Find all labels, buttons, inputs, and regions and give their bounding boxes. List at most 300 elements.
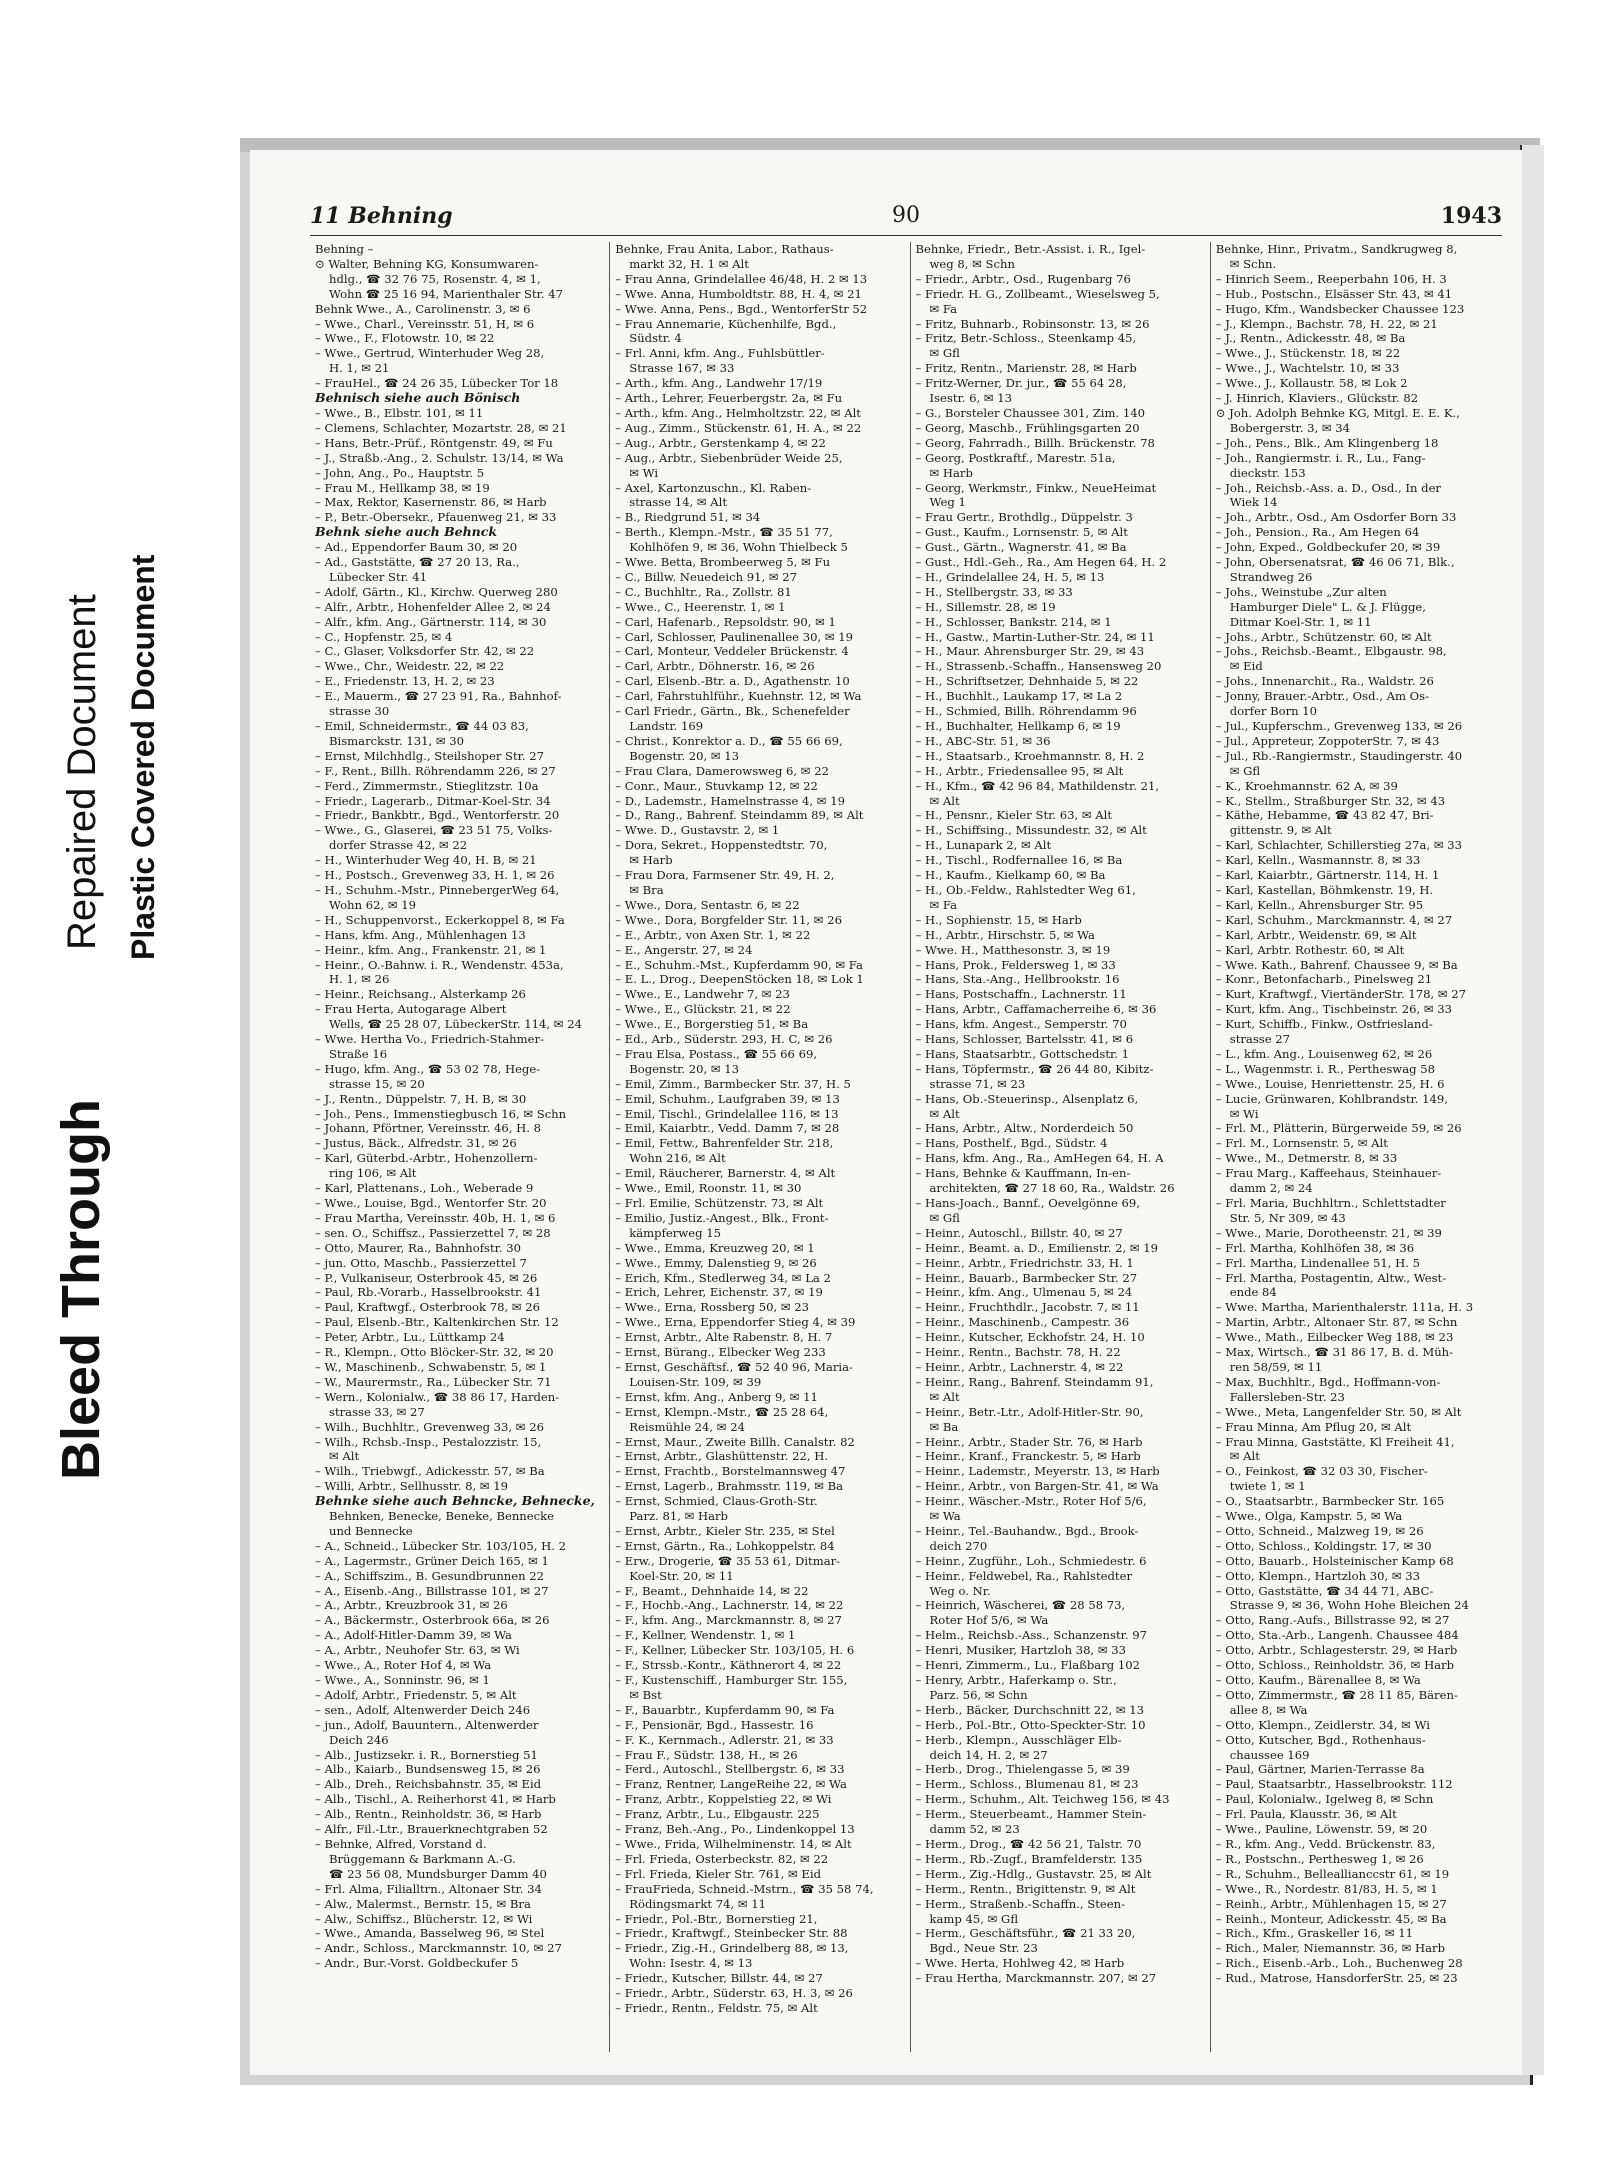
directory-entry-line: – John, Ang., Po., Hauptstr. 5 (315, 465, 485, 480)
directory-entry-line: Strasse 9, ✉ 36, Wohn Hohe Bleichen 24 (1229, 1598, 1469, 1613)
directory-entry-line: – Heinr., Zugführ., Loh., Schmiedestr. 6 (915, 1553, 1147, 1568)
directory-entry-line: – Frau Minna, Am Pflug 20, ✉ Alt (1215, 1419, 1412, 1434)
directory-entry-line: – Hinrich Seem., Reeperbahn 106, H. 3 (1215, 271, 1447, 286)
directory-entry-line: – Alb., Tischl., A. Reiherhorst 41, ✉ Harb (315, 1792, 556, 1807)
directory-entry-line: – Johs., Weinstube „Zur alten (1215, 584, 1387, 599)
directory-entry-line: – Hans, Betr.-Prüf., Röntgenstr. 49, ✉ Fu (315, 435, 553, 450)
directory-entry-line: – Friedr., Zig.-H., Grindelberg 88, ✉ 13, (615, 1941, 849, 1956)
directory-entry-line: – Jul., Appreteur, ZoppoterStr. 7, ✉ 43 (1215, 733, 1440, 748)
directory-entry-line: ✉ Alt (329, 1449, 360, 1464)
directory-entry-line: – Adolf, Gärtn., Kl., Kirchw. Querweg 280 (315, 584, 558, 599)
directory-entry-line: – Ernst, Arbtr., Kieler Str. 235, ✉ Stel (615, 1523, 835, 1538)
directory-entry-line: – Adolf, Arbtr., Friedenstr. 5, ✉ Alt (315, 1687, 517, 1702)
directory-entry-line: – Käthe, Hebamme, ☎ 43 82 47, Bri- (1215, 808, 1434, 823)
directory-entry-line: – F., Hochb.-Ang., Lachnerstr. 14, ✉ 22 (615, 1598, 844, 1613)
directory-entry-line: – A., Arbtr., Kreuzbrook 31, ✉ 26 (315, 1598, 508, 1613)
directory-entry-line: weg 8, ✉ Schn (929, 256, 1015, 271)
directory-entry-line: – Carl, Monteur, Veddeler Brückenstr. 4 (615, 644, 849, 659)
directory-entry-line: – Franz, Rentner, LangeReihe 22, ✉ Wa (615, 1777, 847, 1792)
directory-entry-line: – Friedr., Arbtr., Süderstr. 63, H. 3, ✉ 26 (615, 1986, 853, 2001)
directory-entry-line: – F. K., Kernmach., Adlerstr. 21, ✉ 33 (615, 1732, 834, 1747)
directory-entry-line: – Erich, Lehrer, Eichenstr. 37, ✉ 19 (615, 1285, 823, 1300)
directory-entry-line: – W., Maschinenb., Schwabenstr. 5, ✉ 1 (315, 1359, 547, 1374)
directory-entry-line: Weg o. Nr. (929, 1583, 991, 1598)
bleed-through-label: Bleed Through (51, 1099, 111, 1480)
directory-entry-line: – Wwe. D., Gustavstr. 2, ✉ 1 (615, 823, 780, 838)
directory-entry-line: – Ernst, Arbtr., Glashüttenstr. 22, H. (615, 1449, 829, 1464)
directory-entry-line: – Heinr., Arbtr., Lachnerstr. 4, ✉ 22 (915, 1359, 1124, 1374)
directory-entry-line: ✉ Alt (929, 1389, 960, 1404)
directory-entry-line: – D., Rang., Bahrenf. Steindamm 89, ✉ Alt (615, 808, 864, 823)
directory-entry-line: Bobergerstr. 3, ✉ 34 (1229, 420, 1351, 435)
directory-entry-line: – Wwe., Amanda, Basselweg 96, ✉ Stel (315, 1926, 545, 1941)
directory-entry-line: – Jul., Kupferschm., Grevenweg 133, ✉ 26 (1215, 719, 1463, 733)
directory-entry-line: – F., Bauarbtr., Kupferdamm 90, ✉ Fa (615, 1702, 835, 1717)
directory-entry-line: – Friedr. H. G., Zollbeamt., Wieselsweg 5, (915, 286, 1160, 301)
directory-entry-line: – Ernst, Lagerb., Brahmsstr. 119, ✉ Ba (615, 1479, 844, 1494)
directory-entry-line: – Otto, Sta.-Arb., Langenh. Chaussee 484 (1215, 1628, 1459, 1643)
directory-entry-line: – Helm., Reichsb.-Ass., Schanzenstr. 97 (915, 1628, 1147, 1643)
directory-entry-line: – Hans, kfm. Ang., Ra., AmHegen 64, H. A (915, 1151, 1164, 1166)
directory-entry-line: – H., Buchhlt., Laukamp 17, ✉ La 2 (915, 689, 1123, 704)
directory-entry-line: – Frl. Maria, Buchhltrn., Schlettstadter (1215, 1196, 1446, 1210)
directory-entry-line: – Heinr., Feldwebel, Ra., Rahlstedter (915, 1568, 1132, 1583)
directory-entry-line: Behnke, Friedr., Betr.-Assist. i. R., Igel- (915, 242, 1146, 256)
directory-entry-line: – Frau Elsa, Postass., ☎ 55 66 69, (615, 1046, 818, 1061)
directory-entry-line: – Arth., kfm. Ang., Landwehr 17/19 (615, 376, 823, 391)
directory-entry-line: ✉ Alt (1229, 1449, 1260, 1464)
directory-entry-line: – Heinr., Arbtr., Friedrichstr. 33, H. 1 (915, 1255, 1134, 1270)
directory-entry-line: – Berth., Klempn.-Mstr., ☎ 35 51 77, (615, 525, 833, 540)
directory-entry-line: – Fritz-Werner, Dr. jur., ☎ 55 64 28, (915, 376, 1127, 391)
directory-entry-line: – Wwe. Martha, Marienthalerstr. 111a, H. 3 (1215, 1300, 1474, 1315)
directory-entry-line: – Hans, Töpfermstr., ☎ 26 44 80, Kibitz- (915, 1061, 1154, 1076)
directory-entry-line: – Jonny, Brauer.-Arbtr., Osd., Am Os- (1215, 689, 1430, 704)
directory-entry-line: – Wwe., E., Borgerstieg 51, ✉ Ba (615, 1017, 809, 1032)
directory-entry-line: twiete 1, ✉ 1 (1229, 1479, 1306, 1494)
directory-entry-line: – Paul, Staatsarbtr., Hasselbrookstr. 112 (1215, 1777, 1453, 1792)
directory-entry-line: – F., Kustenschiff., Hamburger Str. 155, (615, 1673, 848, 1687)
directory-entry-line: – H., Schuhm.-Mstr., PinnebergerWeg 64, (315, 882, 560, 897)
page-edge (1520, 145, 1544, 2075)
directory-entry-line: – H., Arbtr., Friedensallee 95, ✉ Alt (915, 763, 1124, 778)
directory-entry-line: – H., Winterhuder Weg 40, H. B, ✉ 21 (315, 853, 537, 868)
directory-entry-line: – Gust., Gärtn., Wagnerstr. 41, ✉ Ba (915, 540, 1127, 555)
directory-entry-line: – Wwe., Emil, Roonstr. 11, ✉ 30 (615, 1181, 802, 1196)
directory-entry-line: – Frau M., Hellkamp 38, ✉ 19 (315, 480, 490, 495)
directory-entry-line: – P., Vulkaniseur, Osterbrook 45, ✉ 26 (315, 1270, 538, 1285)
directory-entry-line: Wells, ☎ 25 28 07, LübeckerStr. 114, ✉ 24 (329, 1017, 582, 1032)
directory-entry-line: – R., Schuhm., Belleallianccstr 61, ✉ 19 (1215, 1866, 1450, 1881)
directory-entry-line: – Frau Annemarie, Küchenhilfe, Bgd., (615, 316, 837, 331)
directory-entry-line: – H., Schuppenvorst., Eckerkoppel 8, ✉ Fa (315, 912, 565, 927)
directory-entry-line: – Heinr., Rentn., Bachstr. 78, H. 22 (915, 1345, 1121, 1360)
directory-entry-line: – Frl. Alma, Filialltrn., Altonaer Str. 34 (315, 1881, 542, 1896)
directory-entry-line: – Herm., Steuerbeamt., Hammer Stein- (915, 1807, 1147, 1822)
directory-entry-line: – Karl, Schuhm., Marckmannstr. 4, ✉ 27 (1215, 912, 1453, 927)
directory-column-1 (310, 242, 610, 2052)
directory-entry-line: Parz. 81, ✉ Harb (629, 1509, 728, 1524)
directory-entry-line: – Karl, Kelln., Wasmannstr. 8, ✉ 33 (1215, 853, 1421, 868)
directory-entry-line: – Alw., Malermst., Bernstr. 15, ✉ Bra (315, 1896, 531, 1911)
directory-entry-line: – Hans, Behnke & Kauffmann, In-en- (915, 1166, 1131, 1181)
directory-entry-line: – Frl. Frieda, Osterbeckstr. 82, ✉ 22 (615, 1851, 829, 1866)
directory-entry-line: – Georg, Maschb., Frühlingsgarten 20 (915, 420, 1140, 435)
directory-entry-line: – F., kfm. Ang., Marckmannstr. 8, ✉ 27 (615, 1613, 842, 1628)
directory-entry-line: – Herm., Drog., ☎ 42 56 21, Talstr. 70 (915, 1836, 1142, 1851)
directory-entry-line: ✉ Bst (629, 1687, 662, 1702)
directory-entry-line: Wohn 62, ✉ 19 (329, 897, 417, 912)
directory-entry-line: – Kurt, kfm. Ang., Tischbeinstr. 26, ✉ 33 (1215, 1002, 1453, 1017)
directory-entry-line: Hamburger Diele" L. & J. Flügge, (1229, 599, 1426, 614)
directory-entry-line: – Max, Wirtsch., ☎ 31 86 17, B. d. Müh- (1215, 1345, 1454, 1360)
directory-entry-line: – Karl, Arbtr. Rothestr. 60, ✉ Alt (1215, 942, 1405, 957)
directory-entry-line: – sen., Adolf, Altenwerder Deich 246 (315, 1702, 531, 1717)
directory-entry-line: Behnisch siehe auch Bönisch (315, 391, 521, 406)
directory-entry-line: – jun., Adolf, Bauuntern., Altenwerder (315, 1717, 539, 1732)
directory-entry-line: – Johs., Reichsb.-Beamt., Elbgaustr. 98, (1215, 644, 1447, 659)
directory-entry-line: Straße 16 (329, 1046, 388, 1061)
directory-entry-line: – Arth., Lehrer, Feuerbergstr. 2a, ✉ Fu (615, 391, 843, 406)
directory-entry-line: – Wwe. Anna, Pens., Bgd., WentorferStr 52 (615, 301, 868, 316)
directory-entry-line: – Heinr., Rang., Bahrenf. Steindamm 91, (915, 1374, 1154, 1389)
directory-entry-line: – Otto, Schloss., Koldingstr. 17, ✉ 30 (1215, 1538, 1432, 1553)
directory-entry-line: – Emil, Räucherer, Barnerstr. 4, ✉ Alt (615, 1166, 836, 1181)
directory-entry-line: – J., Straßb.-Ang., 2. Schulstr. 13/14, ✉ Wa (315, 450, 564, 465)
directory-entry-line: – Wwe., Erna, Eppendorfer Stieg 4, ✉ 39 (615, 1315, 856, 1330)
directory-entry-line: – Rich., Maler, Niemannstr. 36, ✉ Harb (1215, 1941, 1445, 1956)
directory-entry-line: ende 84 (1229, 1285, 1277, 1300)
directory-entry-line: – H., Strassenb.-Schaffn., Hansensweg 20 (915, 659, 1162, 674)
directory-entry-line: – Johs., Arbtr., Schützenstr. 60, ✉ Alt (1215, 629, 1432, 644)
directory-entry-line: – Heinr., Arbtr., Stader Str. 76, ✉ Harb (915, 1434, 1143, 1449)
directory-entry-line: – Arth., kfm. Ang., Helmholtzstr. 22, ✉ Alt (615, 405, 861, 420)
directory-entry-line: – Hugo, Kfm., Wandsbecker Chaussee 123 (1215, 301, 1465, 316)
directory-entry-line: damm 52, ✉ 23 (929, 1822, 1020, 1837)
directory-entry-line: Roter Hof 5/6, ✉ Wa (929, 1613, 1049, 1628)
directory-entry-line: – Frl. Martha, Postagentin, Altw., West- (1215, 1270, 1447, 1285)
directory-entry-line: – Henry, Arbtr., Haferkamp o. Str., (915, 1673, 1117, 1687)
directory-entry-line: – Wwe., C., Heerenstr. 1, ✉ 1 (615, 599, 786, 614)
directory-entry-line: H. 1, ✉ 26 (329, 972, 390, 987)
directory-entry-line: – Christ., Konrektor a. D., ☎ 55 66 69, (615, 733, 843, 748)
directory-entry-line: – H., Pensnr., Kieler Str. 63, ✉ Alt (915, 808, 1113, 823)
year-label: 1943 (1440, 203, 1502, 229)
directory-entry-line: – F., Beamt., Dehnhaide 14, ✉ 22 (615, 1583, 809, 1598)
directory-entry-line: – Hans, Staatsarbtr., Gottschedstr. 1 (915, 1046, 1130, 1061)
directory-entry-line: – Alb., Dreh., Reichsbahnstr. 35, ✉ Eid (315, 1777, 542, 1792)
directory-entry-line: – Heinr., Wäscher.-Mstr., Roter Hof 5/6, (915, 1494, 1147, 1509)
directory-entry-line: – Heinr., Arbtr., von Bargen-Str. 41, ✉ Wa (915, 1479, 1159, 1494)
directory-entry-line: – Ernst, Gärtn., Ra., Lohkoppelstr. 84 (615, 1538, 835, 1553)
directory-page (250, 150, 1522, 2075)
directory-entry-line: ✉ Wi (1229, 1106, 1259, 1121)
directory-entry-line: und Bennecke (329, 1523, 413, 1538)
directory-entry-line: – Emil, Zimm., Barmbecker Str. 37, H. 5 (615, 1076, 851, 1091)
directory-column-3 (911, 242, 1211, 2052)
directory-entry-line: – Frl. Martha, Lindenallee 51, H. 5 (1215, 1255, 1420, 1270)
directory-entry-line: – Emil, Tischl., Grindelallee 116, ✉ 13 (615, 1106, 839, 1121)
directory-entry-line: architekten, ☎ 27 18 60, Ra., Waldstr. 26 (929, 1181, 1175, 1196)
directory-entry-line: – Ernst, Bürang., Elbecker Weg 233 (615, 1345, 826, 1360)
directory-entry-line: – Karl, Güterbd.-Arbtr., Hohenzollern- (315, 1151, 538, 1166)
directory-entry-line: – Frau Dora, Farmsener Str. 49, H. 2, (615, 868, 835, 883)
directory-entry-line: – Wwe., Dora, Borgfelder Str. 11, ✉ 26 (615, 912, 842, 927)
directory-entry-line: ✉ Fa (929, 301, 958, 316)
directory-entry-line: – Wwe., Louise, Bgd., Wentorfer Str. 20 (315, 1196, 547, 1210)
directory-entry-line: – Frl. Paula, Klausstr. 36, ✉ Alt (1215, 1807, 1397, 1822)
directory-entry-line: – E., Angerstr. 27, ✉ 24 (615, 942, 753, 957)
directory-entry-line: – P., Betr.-Obersekr., Pfauenweg 21, ✉ 33 (315, 510, 557, 525)
directory-entry-line: – Frau Marg., Kaffeehaus, Steinhauer- (1215, 1166, 1442, 1181)
directory-entry-line: – Wwe., F., Flotowstr. 10, ✉ 22 (315, 331, 495, 346)
directory-entry-line: – Emil, Schneidermstr., ☎ 44 03 83, (315, 719, 529, 733)
directory-entry-line: – Wwe., Louise, Henriettenstr. 25, H. 6 (1215, 1076, 1445, 1091)
directory-entry-line: ren 58/59, ✉ 11 (1229, 1359, 1323, 1374)
directory-entry-line: strasse 33, ✉ 27 (329, 1404, 425, 1419)
page-header (310, 195, 1502, 236)
directory-entry-line: – H., Ob.-Feldw., Rahlstedter Weg 61, (915, 882, 1136, 897)
directory-entry-line: – Alw., Schiffsz., Blücherstr. 12, ✉ Wi (315, 1911, 533, 1926)
directory-entry-line: – Emilio, Justiz.-Angest., Blk., Front- (615, 1210, 829, 1225)
directory-entry-line: – FrauFrieda, Schneid.-Mstrn., ☎ 35 58 74, (615, 1881, 874, 1896)
directory-entry-line: – Georg, Fahrradh., Billh. Brückenstr. 78 (915, 435, 1155, 450)
directory-entry-line: – A., Schiffszim., B. Gesundbrunnen 22 (315, 1568, 545, 1583)
directory-entry-line: Lübecker Str. 41 (329, 569, 428, 584)
directory-entry-line: Deich 246 (329, 1732, 389, 1747)
directory-entry-line: – A., Arbtr., Neuhofer Str. 63, ✉ Wi (315, 1643, 520, 1658)
directory-entry-line: – Franz, Beh.-Ang., Po., Lindenkoppel 13 (615, 1822, 855, 1837)
directory-entry-line: ✉ Wi (629, 465, 659, 480)
directory-entry-line: – H., Sophienstr. 15, ✉ Harb (915, 912, 1082, 927)
directory-entry-line: – Heinr., Lademstr., Meyerstr. 13, ✉ Harb (915, 1464, 1160, 1479)
directory-entry-line: Südstr. 4 (629, 331, 682, 346)
directory-entry-line: – Hans, Arbtr., Altw., Norderdeich 50 (915, 1121, 1134, 1136)
directory-entry-line: – Heinr., Kranf., Franckestr. 5, ✉ Harb (915, 1449, 1141, 1464)
directory-entry-line: – Friedr., Kutscher, Billstr. 44, ✉ 27 (615, 1971, 823, 1986)
directory-entry-line: – Hans, Posthelf., Bgd., Südstr. 4 (915, 1136, 1108, 1151)
directory-entry-line: – Alb., Kaiarb., Bundsensweg 15, ✉ 26 (315, 1762, 541, 1777)
directory-entry-line: – H., Grindelallee 24, H. 5, ✉ 13 (915, 569, 1105, 584)
directory-entry-line: ⊙ Walter, Behning KG, Konsumwaren- (315, 256, 539, 271)
directory-entry-line: – Wwe., Pauline, Löwenstr. 59, ✉ 20 (1215, 1822, 1428, 1837)
directory-entry-line: markt 32, H. 1 ✉ Alt (629, 256, 749, 271)
directory-entry-line: – Emil, Schuhm., Laufgraben 39, ✉ 13 (615, 1091, 840, 1106)
directory-entry-line: – Ernst, Maur., Zweite Billh. Canalstr. 82 (615, 1434, 855, 1449)
directory-entry-line: – Karl, Kelln., Ahrensburger Str. 95 (1215, 897, 1424, 912)
directory-entry-line: – Wwe., A., Sonninstr. 96, ✉ 1 (315, 1673, 490, 1687)
directory-entry-line: – Andr., Bur.-Vorst. Goldbeckufer 5 (315, 1956, 519, 1971)
directory-entry-line: – Frau Clara, Damerowsweg 6, ✉ 22 (615, 763, 829, 778)
directory-entry-line: – Heinr., Maschinenb., Campestr. 36 (915, 1315, 1130, 1330)
directory-entry-line: – H., Maur. Ahrensburger Str. 29, ✉ 43 (915, 644, 1145, 659)
directory-entry-line: – Ernst, Klempn.-Mstr., ☎ 25 28 64, (615, 1404, 829, 1419)
directory-entry-line: Weg 1 (929, 495, 966, 510)
directory-entry-line: Louisen-Str. 109, ✉ 39 (629, 1374, 762, 1389)
directory-entry-line: – Alb., Rentn., Reinholdstr. 36, ✉ Harb (315, 1807, 542, 1822)
directory-entry-line: – H., Postsch., Grevenweg 33, H. 1, ✉ 26 (315, 868, 555, 883)
directory-entry-line: – Herm., Schloss., Blumenau 81, ✉ 23 (915, 1777, 1139, 1792)
directory-columns (310, 242, 1510, 2052)
directory-entry-line: – Konr., Betonfacharb., Pinelsweg 21 (1215, 972, 1433, 987)
directory-entry-line: – Heinr., Kutscher, Eckhofstr. 24, H. 10 (915, 1330, 1145, 1345)
directory-entry-line: – Paul, Elsenb.-Btr., Kaltenkirchen Str. 12 (315, 1315, 559, 1330)
directory-entry-line: – Johann, Pförtner, Vereinsstr. 46, H. 8 (315, 1121, 541, 1136)
directory-entry-line: – Friedr., Kraftwgf., Steinbecker Str. 88 (615, 1926, 848, 1941)
directory-entry-line: Fallersleben-Str. 23 (1229, 1389, 1345, 1404)
directory-entry-line: ⊙ Joh. Adolph Behnke KG, Mitgl. E. E. K., (1215, 405, 1460, 420)
directory-entry-line: ☎ 23 56 08, Mundsburger Damm 40 (329, 1866, 547, 1881)
directory-entry-line: – Heinr., Tel.-Bauhandw., Bgd., Brook- (915, 1523, 1139, 1538)
directory-entry-line: – Otto, Schneid., Malzweg 19, ✉ 26 (1215, 1523, 1424, 1538)
directory-entry-line: – Lucie, Grünwaren, Kohlbrandstr. 149, (1215, 1091, 1448, 1106)
directory-entry-line: – Wwe., Charl., Vereinsstr. 51, H, ✉ 6 (315, 316, 535, 331)
directory-entry-line: – Ferd., Zimmermstr., Stieglitzstr. 10a (315, 778, 539, 793)
directory-entry-line: Behnken, Benecke, Beneke, Bennecke (329, 1509, 555, 1524)
directory-entry-line: – Heinr., Autoschl., Billstr. 40, ✉ 27 (915, 1225, 1123, 1240)
directory-entry-line: – Karl, Kastellan, Böhmkenstr. 19, H. (1215, 882, 1434, 897)
directory-entry-line: – Heinr., kfm. Ang., Ulmenau 5, ✉ 24 (915, 1285, 1133, 1300)
directory-entry-line: – Wwe., Meta, Langenfelder Str. 50, ✉ Alt (1215, 1404, 1462, 1419)
directory-entry-line: – Wwe. H., Matthesonstr. 3, ✉ 19 (915, 942, 1111, 957)
directory-entry-line: – Hans, Sta.-Ang., Hellbrookstr. 16 (915, 972, 1120, 987)
directory-entry-line: – Erw., Drogerie, ☎ 35 53 61, Ditmar- (615, 1553, 841, 1568)
directory-entry-line: – John, Exped., Goldbeckufer 20, ✉ 39 (1215, 540, 1441, 555)
directory-entry-line: – E., Schuhm.-Mst., Kupferdamm 90, ✉ Fa (615, 957, 863, 972)
directory-entry-line: – Friedr., Arbtr., Osd., Rugenbarg 76 (915, 271, 1131, 286)
directory-entry-line: – Ed., Arb., Süderstr. 293, H. C, ✉ 26 (615, 1032, 833, 1047)
directory-entry-line: – Wwe., Frida, Wilhelminenstr. 14, ✉ Alt (615, 1836, 852, 1851)
directory-entry-line: – Hugo, kfm. Ang., ☎ 53 02 78, Hege- (315, 1061, 541, 1076)
running-head: 11 Behning (310, 203, 453, 229)
directory-entry-line: – E., Mauerm., ☎ 27 23 91, Ra., Bahnhof- (315, 689, 562, 704)
directory-entry-line: Kohlhöfen 9, ✉ 36, Wohn Thielbeck 5 (629, 540, 848, 555)
directory-entry-line: – Herm., Rentn., Brigittenstr. 9, ✉ Alt (915, 1881, 1136, 1896)
directory-entry-line: – Frau F., Südstr. 138, H., ✉ 26 (615, 1747, 798, 1762)
directory-entry-line: – Ernst, Frachtb., Borstelmannsweg 47 (615, 1464, 846, 1479)
directory-entry-line: – Herm., Schuhm., Alt. Teichweg 156, ✉ 43 (915, 1792, 1170, 1807)
directory-entry-line: – Wwe. Herta, Hohlweg 42, ✉ Harb (915, 1956, 1125, 1971)
directory-entry-line: – Frl. Frieda, Kieler Str. 761, ✉ Eid (615, 1866, 822, 1881)
directory-entry-line: – Behnke, Alfred, Vorstand d. (315, 1836, 487, 1851)
directory-entry-line: – W., Maurermstr., Ra., Lübecker Str. 71 (315, 1374, 552, 1389)
directory-entry-line: – F., Rent., Billh. Röhrendamm 226, ✉ 27 (315, 763, 556, 778)
directory-entry-line: – Friedr., Lagerarb., Ditmar-Koel-Str. 34 (315, 793, 551, 808)
directory-entry-line: – Ernst, Schmied, Claus-Groth-Str. (615, 1494, 818, 1509)
directory-entry-line: – Wwe., J., Wachtelstr. 10, ✉ 33 (1215, 361, 1400, 376)
directory-column-2 (610, 242, 910, 2052)
directory-entry-line: – Georg, Werkmstr., Finkw., NeueHeimat (915, 480, 1157, 495)
directory-entry-line: – Wwe., Dora, Sentastr. 6, ✉ 22 (615, 897, 800, 912)
directory-entry-line: – Otto, Zimmermstr., ☎ 28 11 85, Bären- (1215, 1687, 1458, 1702)
directory-entry-line: H. 1, ✉ 21 (329, 361, 390, 376)
directory-entry-line: – Heinr., kfm. Ang., Frankenstr. 21, ✉ 1 (315, 942, 547, 957)
directory-entry-line: – Wwe., M., Detmerstr. 8, ✉ 33 (1215, 1151, 1398, 1166)
directory-entry-line: ✉ Alt (929, 1106, 960, 1121)
directory-entry-line: – Wwe., E., Landwehr 7, ✉ 23 (615, 987, 790, 1002)
directory-entry-line: – H., Schlosser, Bankstr. 214, ✉ 1 (915, 614, 1112, 629)
directory-entry-line: – Emil, Fettw., Bahrenfelder Str. 218, (615, 1136, 834, 1151)
directory-entry-line: ring 106, ✉ Alt (329, 1166, 417, 1181)
directory-entry-line: – Otto, Kutscher, Bgd., Rothenhaus- (1215, 1732, 1426, 1747)
directory-entry-line: – R., Klempn., Otto Blöcker-Str. 32, ✉ 20 (315, 1345, 554, 1360)
directory-entry-line: – C., Buchhltr., Ra., Zollstr. 81 (615, 584, 792, 599)
directory-entry-line: ✉ Wa (929, 1509, 961, 1524)
directory-entry-line: – Frau Minna, Gaststätte, Kl Freiheit 41, (1215, 1434, 1455, 1449)
directory-entry-line: – E., Arbtr., von Axen Str. 1, ✉ 22 (615, 927, 811, 942)
directory-entry-line: – H., Schmied, Billh. Röhrendamm 96 (915, 704, 1137, 719)
directory-entry-line: – H., Tischl., Rodfernallee 16, ✉ Ba (915, 853, 1123, 868)
directory-entry-line: – Wwe. Betta, Brombeerweg 5, ✉ Fu (615, 555, 831, 570)
directory-entry-line: – Hans-Joach., Bannf., Oevelgönne 69, (915, 1196, 1140, 1210)
directory-entry-line: – Peter, Arbtr., Lu., Lüttkamp 24 (315, 1330, 505, 1345)
directory-entry-line: Strandweg 26 (1229, 569, 1313, 584)
directory-entry-line: – Heinr., Bauarb., Barmbecker Str. 27 (915, 1270, 1138, 1285)
directory-entry-line: – Hans, Arbtr., Caffamacherreihe 6, ✉ 36 (915, 1002, 1157, 1017)
directory-entry-line: – Reinh., Monteur, Adickesstr. 45, ✉ Ba (1215, 1911, 1447, 1926)
directory-entry-line: – Gust., Hdl.-Geh., Ra., Am Hegen 64, H. 2 (915, 555, 1167, 570)
directory-entry-line: – Otto, Rang.-Aufs., Billstrasse 92, ✉ 27 (1215, 1613, 1450, 1628)
directory-entry-line: gittenstr. 9, ✉ Alt (1229, 823, 1332, 838)
directory-entry-line: – H., Gastw., Martin-Luther-Str. 24, ✉ 11 (915, 629, 1155, 644)
directory-entry-line: – Otto, Arbtr., Schlagesterstr. 29, ✉ Harb (1215, 1643, 1458, 1658)
directory-entry-line: Bgd., Neue Str. 23 (929, 1941, 1038, 1956)
directory-entry-line: – D., Lademstr., Hamelnstrasse 4, ✉ 19 (615, 793, 845, 808)
directory-entry-line: – Joh., Arbtr., Osd., Am Osdorfer Born 33 (1215, 510, 1457, 525)
directory-entry-line: – Aug., Zimm., Stückenstr. 61, H. A., ✉ 22 (615, 420, 862, 435)
directory-entry-line: damm 2, ✉ 24 (1229, 1181, 1313, 1196)
directory-entry-line: – Joh., Rangiermstr. i. R., Lu., Fang- (1215, 450, 1426, 465)
directory-entry-line: – Alb., Justizsekr. i. R., Bornerstieg 51 (315, 1747, 538, 1762)
directory-entry-line: – H., Kfm., ☎ 42 96 84, Mathildenstr. 21, (915, 778, 1160, 793)
directory-entry-line: – Frl. M., Plätterin, Bürgerweide 59, ✉ 26 (1215, 1121, 1462, 1136)
directory-entry-line: – Herb., Pol.-Btr., Otto-Speckter-Str. 10 (915, 1717, 1146, 1732)
directory-entry-line: – Wilh., Buchhltr., Grevenweg 33, ✉ 26 (315, 1419, 544, 1434)
directory-entry-line: – C., Hopfenstr. 25, ✉ 4 (315, 629, 453, 644)
directory-entry-line: – A., Adolf-Hitler-Damm 39, ✉ Wa (315, 1628, 512, 1643)
directory-entry-line: – L., kfm. Ang., Louisenweg 62, ✉ 26 (1215, 1046, 1433, 1061)
directory-entry-line: – Herb., Drog., Thielengasse 5, ✉ 39 (915, 1762, 1130, 1777)
directory-entry-line: ✉ Harb (629, 853, 673, 868)
directory-entry-line: – K., Kroehmannstr. 62 A, ✉ 39 (1215, 778, 1398, 793)
directory-entry-line: – Carl, Elsenb.-Btr. a. D., Agathenstr. 10 (615, 674, 850, 689)
directory-entry-line: strasse 14, ✉ Alt (629, 495, 728, 510)
directory-entry-line: – Joh., Pens., Immenstiegbusch 16, ✉ Schn (315, 1106, 567, 1121)
directory-entry-line: – Wwe., Math., Eilbecker Weg 188, ✉ 23 (1215, 1330, 1454, 1345)
directory-entry-line: – Hub., Postschn., Elsässer Str. 43, ✉ 41 (1215, 286, 1453, 301)
directory-entry-line: Behnk Wwe., A., Carolinenstr. 3, ✉ 6 (315, 301, 531, 316)
directory-entry-line: Brüggemann & Barkmann A.-G. (329, 1851, 516, 1866)
directory-entry-line: Bogenstr. 20, ✉ 13 (629, 748, 740, 763)
directory-entry-line: ✉ Fa (929, 897, 958, 912)
directory-entry-line: – Jul., Rb.-Rangiermstr., Staudingerstr. 40 (1215, 748, 1463, 763)
directory-entry-line: – Frau Gertr., Brothdlg., Düppelstr. 3 (915, 510, 1133, 525)
directory-entry-line: – Justus, Bäck., Alfredstr. 31, ✉ 26 (315, 1136, 517, 1151)
directory-entry-line: – Clemens, Schlachter, Mozartstr. 28, ✉ 21 (315, 420, 567, 435)
directory-entry-line: – Frau Hertha, Marckmannstr. 207, ✉ 27 (915, 1971, 1157, 1986)
directory-entry-line: – jun. Otto, Maschb., Passierzettel 7 (315, 1255, 527, 1270)
directory-entry-line: – Heinrich, Wäscherei, ☎ 28 58 73, (915, 1598, 1126, 1613)
directory-entry-line: Wohn: Isestr. 4, ✉ 13 (629, 1956, 753, 1971)
directory-entry-line: Str. 5, Nr 309, ✉ 43 (1229, 1210, 1346, 1225)
directory-entry-line: Isestr. 6, ✉ 13 (929, 391, 1013, 406)
directory-entry-line: – Wwe., Olga, Kampstr. 5, ✉ Wa (1215, 1509, 1403, 1524)
directory-entry-line: – Henri, Zimmerm., Lu., Flaßbarg 102 (915, 1658, 1140, 1673)
directory-entry-line: – Otto, Schloss., Reinholdstr. 36, ✉ Harb (1215, 1658, 1455, 1673)
directory-entry-line: ✉ Gfl (929, 1210, 960, 1225)
directory-entry-line: – sen. O., Schiffsz., Passierzettel 7, ✉ 28 (315, 1225, 551, 1240)
directory-entry-line: dorfer Strasse 42, ✉ 22 (329, 838, 468, 853)
